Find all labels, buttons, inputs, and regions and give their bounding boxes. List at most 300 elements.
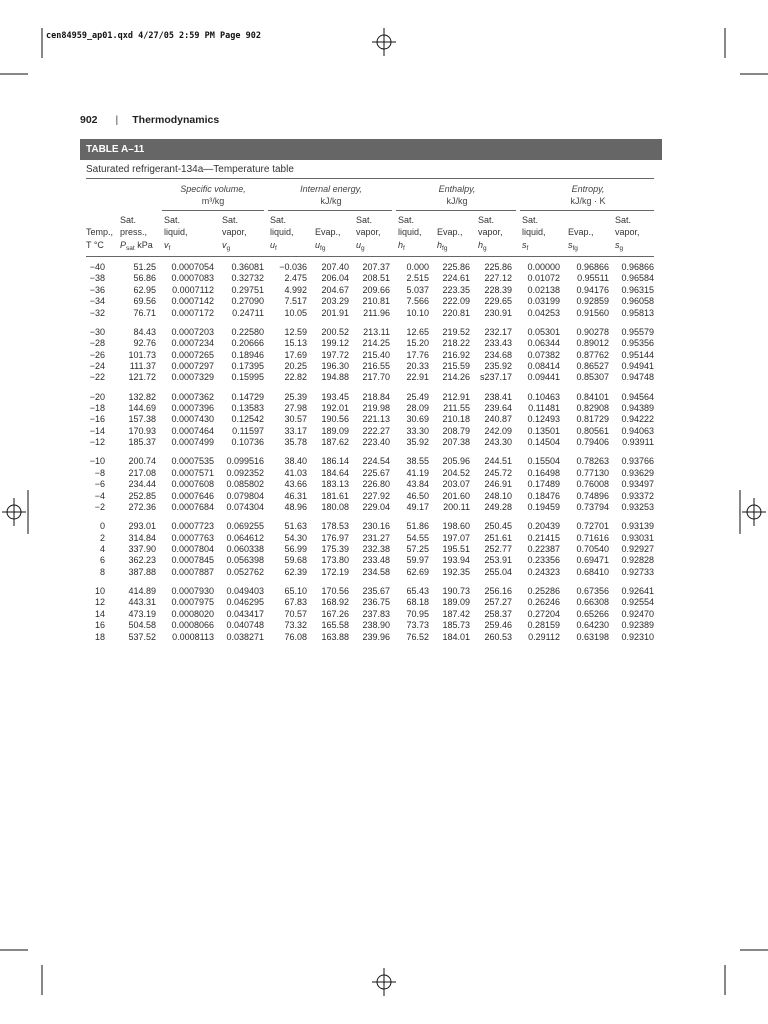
table-row: [0, 361, 768, 372]
table-cell: 173.80: [321, 555, 349, 566]
table-cell: 6: [99, 555, 105, 566]
table-cell: 252.85: [128, 490, 156, 501]
table-cell: 0.10736: [231, 437, 264, 448]
table-cell: 175.39: [321, 544, 349, 554]
table-cell: 272.36: [128, 502, 156, 512]
table-cell: 15.20: [406, 338, 429, 349]
table-cell: 0.65266: [576, 608, 609, 619]
table-cell: 0.0007608: [171, 479, 214, 490]
group-header-enthalpy: [396, 183, 518, 207]
page-number: 902: [80, 114, 98, 126]
table-cell: 0.66308: [576, 597, 609, 608]
table-cell: 0.80561: [576, 425, 609, 436]
table-cell: 257.27: [484, 597, 512, 608]
table-cell: 215.59: [442, 361, 470, 371]
table-cell: 200.52: [321, 326, 349, 337]
table-cell: 192.35: [442, 566, 470, 577]
column-header-symbol: [356, 239, 381, 255]
table-cell: 219.52: [442, 326, 470, 337]
group-unit: m³/kg: [201, 196, 225, 206]
column-subscript: fg: [442, 244, 448, 252]
table-row: [0, 273, 768, 284]
table-cell: 0.20439: [527, 521, 560, 532]
table-cell: 0.82908: [576, 403, 609, 413]
table-cell: 70.95: [406, 608, 429, 619]
table-cell: 187.42: [442, 608, 470, 619]
table-cell: 235.92: [484, 361, 512, 371]
table-cell: 0.20666: [231, 338, 264, 349]
column-header: [86, 214, 113, 251]
table-cell: 2.515: [406, 273, 429, 284]
table-cell: 0.060338: [226, 544, 264, 554]
table-cell: 0.71616: [576, 532, 609, 543]
group-header-specific-volume: [160, 183, 266, 207]
book-title: Thermodynamics: [132, 114, 220, 126]
column-subscript: fg: [320, 244, 326, 252]
table-cell: 0.86527: [576, 361, 609, 371]
table-cell: 0.0007723: [171, 521, 214, 532]
table-row: [0, 491, 768, 502]
table-cell: 176.97: [321, 532, 349, 543]
column-symbol: u: [270, 239, 276, 250]
table-cell: 30.57: [284, 414, 307, 425]
table-row: [0, 609, 768, 620]
column-header-line: [315, 214, 341, 226]
table-cell: 231.27: [362, 532, 390, 543]
table-cell: 132.82: [128, 391, 156, 402]
column-header: [478, 214, 503, 255]
table-cell: 0.90278: [576, 326, 609, 337]
table-cell: 212.91: [442, 391, 470, 402]
table-cell: 243.30: [484, 437, 512, 448]
column-subscript: fg: [572, 244, 578, 252]
column-header-line: liquid,: [164, 227, 188, 238]
table-cell: 233.43: [484, 338, 512, 349]
table-cell: 207.38: [442, 437, 470, 448]
table-cell: 0.0007430: [171, 414, 214, 425]
table-cell: 0.11597: [232, 425, 264, 436]
column-symbol: u: [356, 239, 362, 250]
table-cell: 0.93372: [621, 490, 654, 501]
table-cell: 0.06344: [527, 338, 560, 349]
table-cell: 293.01: [128, 521, 156, 532]
table-cell: 246.91: [484, 479, 512, 490]
table-cell: 204.67: [321, 284, 349, 295]
table-cell: 144.69: [128, 403, 156, 413]
table-cell: 65.10: [284, 586, 307, 596]
table-caption: Saturated refrigerant-134a—Temperature table: [86, 164, 294, 175]
table-cell: 217.70: [362, 372, 390, 383]
table-cell: 195.51: [442, 544, 470, 554]
table-cell: 0.74896: [576, 490, 609, 501]
table-cell: 0.15995: [231, 372, 264, 383]
table-row: [0, 544, 768, 555]
table-cell: 0.10463: [527, 391, 560, 402]
table-cell: 0.074304: [226, 502, 264, 512]
table-cell: 51.63: [284, 521, 307, 532]
table-cell: 504.58: [128, 620, 156, 631]
column-symbol: T °C: [86, 239, 104, 250]
table-cell: 0.19459: [527, 502, 560, 512]
column-header-symbol: [120, 239, 153, 255]
table-cell: 68.18: [406, 597, 429, 608]
column-header-line: [437, 214, 463, 226]
table-cell: 252.77: [484, 544, 512, 554]
table-cell: 227.92: [362, 490, 390, 501]
table-cell: 0.63198: [576, 631, 609, 642]
column-header: [437, 214, 463, 255]
table-cell: 0.03199: [527, 296, 560, 307]
column-header-symbol: [478, 239, 503, 255]
table-cell: 229.65: [484, 296, 512, 307]
table-cell: 222.09: [442, 296, 470, 307]
table-cell: 167.26: [321, 608, 349, 619]
table-cell: 0.0008066: [171, 620, 214, 631]
table-cell: −26: [89, 349, 105, 360]
table-row: [0, 350, 768, 361]
table-cell: −38: [89, 273, 105, 284]
column-header-line: Temp.,: [86, 227, 114, 238]
table-cell: 35.78: [284, 437, 307, 448]
table-cell: 0.0007887: [171, 566, 214, 577]
table-cell: 193.94: [442, 555, 470, 566]
table-cell: 225.67: [362, 467, 390, 478]
table-cell: 190.73: [442, 586, 470, 596]
column-symbol: h: [398, 239, 404, 250]
table-cell: 0.92641: [621, 586, 654, 596]
table-cell: 537.52: [128, 631, 156, 642]
table-cell: 216.92: [442, 349, 470, 360]
table-cell: 56.86: [133, 273, 156, 284]
table-cell: 234.58: [362, 566, 390, 577]
table-cell: 51.25: [133, 262, 156, 272]
table-cell: −18: [89, 403, 105, 413]
table-cell: 207.40: [321, 262, 349, 272]
table-cell: 0.22580: [231, 326, 264, 337]
table-cell: 0.96866: [576, 262, 609, 272]
table-cell: 70.57: [284, 608, 307, 619]
table-cell: 69.56: [133, 296, 156, 307]
table-cell: 0.24711: [232, 307, 264, 318]
group-name: Enthalpy,: [438, 184, 476, 194]
table-cell: −4: [94, 490, 105, 501]
table-row: [0, 479, 768, 490]
table-cell: 0.18476: [527, 490, 560, 501]
table-row: [0, 372, 768, 383]
table-cell: 235.67: [362, 586, 390, 596]
group-unit: kJ/kg · K: [570, 196, 606, 206]
table-cell: 237.83: [362, 608, 390, 619]
table-cell: 245.72: [484, 467, 512, 478]
table-cell: 214.25: [362, 338, 390, 349]
table-row: [0, 426, 768, 437]
table-cell: −8: [94, 467, 105, 478]
table-cell: 0.67356: [576, 586, 609, 596]
table-cell: 0.11481: [528, 403, 560, 413]
table-cell: 251.61: [484, 532, 512, 543]
table-cell: 0.92554: [621, 597, 654, 608]
group-name: Specific volume,: [180, 184, 246, 194]
table-cell: 0.77130: [576, 467, 609, 478]
table-cell: 163.88: [321, 631, 349, 642]
table-cell: 0.76008: [576, 479, 609, 490]
column-unit: kPa: [134, 239, 153, 250]
table-cell: 199.12: [321, 338, 349, 349]
table-cell: 0.92470: [621, 608, 654, 619]
table-cell: 0.0007464: [171, 425, 214, 436]
table-cell: 0.95579: [621, 326, 654, 337]
table-cell: 33.17: [284, 425, 307, 436]
table-cell: 197.07: [442, 532, 470, 543]
table-cell: 186.14: [321, 456, 349, 467]
table-cell: 0.000: [406, 262, 429, 272]
table-cell: 17.69: [284, 349, 307, 360]
table-cell: 184.01: [442, 631, 470, 642]
column-header-line: Sat.: [222, 215, 239, 225]
column-subscript: sat: [126, 244, 135, 252]
table-cell: 223.40: [362, 437, 390, 448]
table-cell: 256.16: [484, 586, 512, 596]
table-cell: 232.17: [484, 326, 512, 337]
table-cell: 62.39: [284, 566, 307, 577]
table-cell: 189.09: [321, 425, 349, 436]
table-cell: 0.94941: [621, 361, 654, 371]
table-cell: 208.79: [442, 425, 470, 436]
column-header-symbol: [86, 239, 113, 251]
table-cell: 185.73: [442, 620, 470, 631]
table-cell: 28.09: [406, 403, 429, 413]
column-header-line: vapor,: [478, 227, 503, 238]
column-header: [615, 214, 640, 255]
table-cell: 250.45: [484, 521, 512, 532]
table-cell: 0.079804: [226, 490, 264, 501]
table-cell: 0.07382: [527, 349, 560, 360]
table-cell: 0.0007112: [172, 284, 214, 295]
table-cell: 18: [94, 631, 105, 642]
table-cell: 0.043417: [226, 608, 264, 619]
table-cell: 0.96058: [621, 296, 654, 307]
table-cell: 0.79406: [576, 437, 609, 448]
column-symbol: u: [315, 239, 321, 250]
table-cell: 198.60: [442, 521, 470, 532]
table-cell: 43.66: [284, 479, 307, 490]
table-cell: 7.517: [284, 296, 307, 307]
table-cell: 0.29751: [231, 284, 264, 295]
table-cell: 0.0007804: [171, 544, 214, 554]
table-cell: 46.50: [406, 490, 429, 501]
table-cell: 362.23: [128, 555, 156, 566]
table-cell: 12.65: [406, 326, 429, 337]
table-cell: 214.26: [442, 372, 470, 383]
table-cell: 0.72701: [576, 521, 609, 532]
table-cell: 0.17489: [527, 479, 560, 490]
table-cell: 249.28: [484, 502, 512, 512]
table-cell: 211.55: [443, 403, 470, 413]
table-row: [0, 597, 768, 608]
table-cell: 204.52: [442, 467, 470, 478]
table-cell: 0.23356: [527, 555, 560, 566]
table-cell: 59.68: [284, 555, 307, 566]
table-cell: 0.84101: [576, 391, 609, 402]
table-cell: 193.45: [321, 391, 349, 402]
table-cell: 218.22: [442, 338, 470, 349]
column-header-line: Sat.: [398, 215, 415, 225]
table-cell: 33.30: [406, 425, 429, 436]
table-cell: 248.10: [484, 490, 512, 501]
table-cell: 10.05: [284, 307, 307, 318]
table-cell: 73.73: [406, 620, 429, 631]
table-cell: 222.27: [362, 425, 390, 436]
table-cell: 38.40: [284, 456, 307, 467]
table-cell: 0.93911: [622, 437, 654, 448]
column-header-symbol: [222, 239, 247, 255]
table-cell: 170.93: [128, 425, 156, 436]
table-cell: 10: [94, 586, 105, 596]
group-name: Entropy,: [571, 184, 605, 194]
table-cell: 0.17395: [231, 361, 264, 371]
table-cell: 234.44: [128, 479, 156, 490]
table-cell: −10: [89, 456, 105, 467]
column-header-line: liquid,: [270, 227, 294, 238]
table-cell: 255.04: [484, 566, 512, 577]
table-cell: 76.71: [133, 307, 156, 318]
table-cell: 240.87: [484, 414, 512, 425]
table-cell: 224.61: [442, 273, 470, 284]
column-header: [356, 214, 381, 255]
table-cell: 0.04253: [527, 307, 560, 318]
table-cell: 0.05301: [527, 326, 560, 337]
table-row: [0, 567, 768, 578]
column-header-line: Sat.: [270, 215, 287, 225]
table-cell: −16: [89, 414, 105, 425]
column-header-line: Sat.: [522, 215, 539, 225]
table-cell: 239.96: [362, 631, 390, 642]
table-cell: 0.93139: [621, 521, 654, 532]
table-cell: 0.64230: [576, 620, 609, 631]
table-cell: 20.33: [406, 361, 429, 371]
table-cell: 258.37: [484, 608, 512, 619]
table-cell: 314.84: [128, 532, 156, 543]
table-cell: 76.52: [406, 631, 429, 642]
table-cell: 337.90: [128, 544, 156, 554]
table-row: [0, 437, 768, 448]
table-cell: 0.0007930: [171, 586, 214, 596]
table-cell: 207.37: [362, 262, 390, 272]
running-head-separator: |: [115, 114, 119, 126]
table-cell: 0.14504: [527, 437, 560, 448]
table-cell: 0.89012: [576, 338, 609, 349]
table-cell: 238.90: [362, 620, 390, 631]
table-cell: 30.69: [406, 414, 429, 425]
table-cell: 0.085802: [226, 479, 264, 490]
table-cell: 62.95: [133, 284, 156, 295]
table-cell: 0.91560: [576, 307, 609, 318]
column-symbol: v: [164, 239, 169, 250]
table-cell: 0.92733: [621, 566, 654, 577]
table-cell: 239.64: [484, 403, 512, 413]
table-cell: 0.046295: [226, 597, 264, 608]
group-header-internal-energy: [268, 183, 394, 207]
table-cell: 41.19: [406, 467, 429, 478]
table-cell: 230.91: [484, 307, 512, 318]
table-cell: 46.31: [284, 490, 307, 501]
table-cell: 51.86: [406, 521, 429, 532]
column-subscript: g: [483, 244, 487, 252]
table-cell: 192.01: [321, 403, 349, 413]
column-header: [164, 214, 188, 255]
table-cell: 236.75: [362, 597, 390, 608]
table-cell: 7.566: [406, 296, 429, 307]
column-symbol: h: [478, 239, 484, 250]
group-rule: [520, 210, 654, 211]
column-header-line: [568, 214, 594, 226]
column-header-line: press.,: [120, 227, 148, 238]
table-cell: 165.58: [321, 620, 349, 631]
table-row: [0, 586, 768, 597]
table-cell: 172.19: [321, 566, 349, 577]
table-cell: −40: [89, 262, 105, 272]
table-cell: 244.51: [484, 456, 512, 467]
table-cell: 0.00000: [527, 262, 560, 272]
column-header-symbol: [437, 239, 463, 255]
table-cell: 0.94176: [576, 284, 609, 295]
table-cell: 0.68410: [576, 566, 609, 577]
table-cell: 0.94222: [621, 414, 654, 425]
column-symbol: s: [615, 239, 620, 250]
table-cell: 0.92828: [621, 555, 654, 566]
column-symbol: s: [522, 239, 527, 250]
table-cell: 0.26246: [527, 597, 560, 608]
column-header-symbol: [398, 239, 422, 255]
group-header-entropy: [520, 183, 656, 207]
table-cell: 201.91: [321, 307, 349, 318]
table-cell: 234.68: [484, 349, 512, 360]
table-cell: 183.13: [321, 479, 349, 490]
table-cell: 22.91: [406, 372, 429, 383]
table-cell: −32: [89, 307, 105, 318]
group-rule: [162, 210, 264, 211]
table-cell: 0.0007142: [171, 296, 214, 307]
table-cell: 242.09: [484, 425, 512, 436]
table-cell: 213.11: [363, 326, 390, 337]
table-cell: 0.092352: [226, 467, 264, 478]
table-cell: −34: [89, 296, 105, 307]
table-cell: 25.39: [284, 391, 307, 402]
column-header-line: liquid,: [522, 227, 546, 238]
table-cell: 35.92: [406, 437, 429, 448]
group-unit: kJ/kg: [320, 196, 342, 206]
table-cell: 225.86: [442, 262, 470, 272]
table-cell: 0.0008113: [172, 631, 214, 642]
table-cell: −12: [89, 437, 105, 448]
table-cell: 0.0007265: [171, 349, 214, 360]
table-row: [0, 620, 768, 631]
table-cell: 0.92389: [621, 620, 654, 631]
table-cell: 238.41: [484, 391, 512, 402]
group-rule: [396, 210, 516, 211]
table-cell: 0.0007763: [171, 532, 214, 543]
table-cell: 205.96: [442, 456, 470, 467]
table-cell: 2.475: [284, 273, 307, 284]
table-cell: 84.43: [133, 326, 156, 337]
table-cell: 0.85307: [576, 372, 609, 383]
table-cell: 0.28159: [527, 620, 560, 631]
table-cell: 414.89: [128, 586, 156, 596]
table-cell: 0.040748: [226, 620, 264, 631]
table-row: [0, 468, 768, 479]
table-cell: 206.04: [321, 273, 349, 284]
table-cell: 67.83: [284, 597, 307, 608]
